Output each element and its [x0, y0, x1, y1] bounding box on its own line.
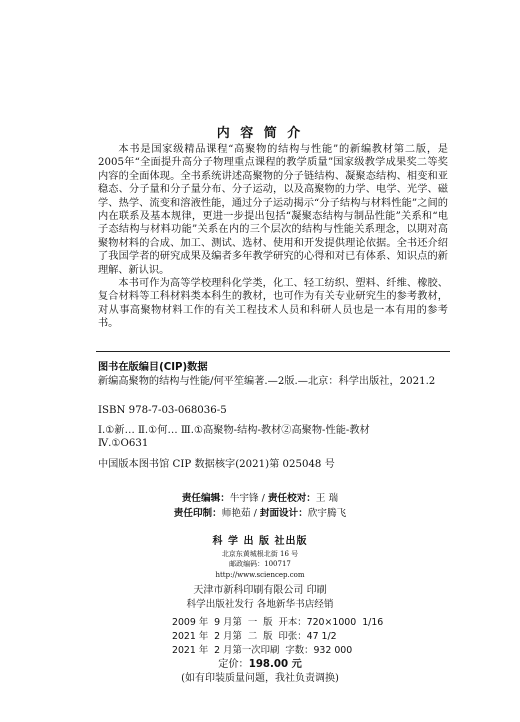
price-line — [0, 655, 520, 670]
cip-subjects — [98, 424, 450, 451]
cip-isbn: ISBN 978-7-03-068036-5 — [98, 405, 227, 416]
proofreader-value: 王 瑞 — [315, 493, 339, 504]
cip-description: 新编高聚物的结构与性能/何平笙编著.—2版.—北京：科学出版社，2021.2 — [98, 376, 436, 387]
credits-print-line — [0, 505, 520, 519]
publisher-website: http://www.sciencep.com — [215, 571, 305, 579]
print-manager-value: 师艳茹 — [221, 508, 251, 519]
distribution-line: 科学出版社发行 各地新华书店经销 — [186, 599, 334, 610]
cip-heading: 图书在版编目(CIP)数据 — [98, 362, 208, 373]
price-value: 198.00 元 — [248, 659, 302, 670]
cover-design-value: 欣宇腾飞 — [307, 508, 347, 519]
print-manager-label: 责任印制： — [173, 508, 222, 519]
edition-line-1: 2009 年 9 月第 一 版 开本：720×1000 1/16 — [172, 617, 384, 628]
price-label: 定价： — [218, 659, 249, 670]
cip-number: 中国版本图书馆 CIP 数据核字(2021)第 025048 号 — [98, 459, 335, 470]
cover-design-label: 封面设计： — [259, 508, 308, 519]
summary-paragraph-2: 本书可作为高等学校理科化学类，化工、轻工纺织、塑料、纤维、橡胶、复合材料等工科材料类本科生的教材，也可作为有关专业研究生的参考教材，对从事高聚物材料工作的有关工程技术人员和科研人员也是一本有用的参考书。 — [98, 278, 448, 330]
summary-section — [98, 143, 448, 331]
summary-paragraph-1: 本书是国家级精品课程“高聚物的结构与性能”的新编教材第二版，是2005年“全面提升高分子物理重点课程的教学质量”国家级教学成果奖二等奖内容的全面体现。全书系统讲述高聚物的分子链结构、凝聚态结构、相变和亚稳态、分子量和分子量分布、分子运动，以及高聚物的力学、电学、光学、磁学、热学、流变和溶液性能，通过分子运动揭示“分子结构与材料性能”之间的内在联系及基本规律，更进一步提出包括“凝聚态结构与制品性能”关系和“电子态结构与材料功能”关系在内的三个层次的结构与性能关系理念，以期对高聚物材料的合成、加工、测试、选材、使用和开发提供理论依据。全书还介绍了我国学者的研究成果及编者多年教学研究的心得和对已有体系、知识点的新理解、新认识。 — [98, 144, 448, 276]
printer-line: 天津市新科印刷有限公司 印刷 — [193, 585, 327, 596]
section-divider — [96, 351, 450, 352]
editor-label: 责任编辑： — [181, 493, 230, 504]
credits-editor-line — [0, 490, 520, 504]
publisher-address: 北京东黄城根北街 16 号 — [221, 550, 299, 558]
publisher-zip: 邮政编码：100717 — [229, 560, 291, 568]
quality-note: (如有印装质量问题，我社负责调换) — [181, 673, 339, 684]
credit-separator: / — [250, 508, 260, 519]
publisher-name: 科 学 出 版 社出版 — [212, 536, 308, 547]
edition-line-2: 2021 年 2 月第 二 版 印张：47 1/2 — [172, 631, 337, 642]
proofreader-label: 责任校对： — [267, 493, 316, 504]
edition-line-3: 2021 年 2 月第一次印刷 字数：932 000 — [172, 645, 353, 656]
credit-separator: / — [258, 493, 268, 504]
cip-subjects-line-1: Ⅰ.①新… Ⅱ.①何… Ⅲ.①高聚物-结构-教材②高聚物-性能-教材 — [98, 425, 370, 436]
cip-subjects-line-2: Ⅳ.①O631 — [98, 438, 149, 450]
editor-value: 牛宇锋 — [229, 493, 259, 504]
page-title: 内 容 简 介 — [216, 126, 304, 141]
